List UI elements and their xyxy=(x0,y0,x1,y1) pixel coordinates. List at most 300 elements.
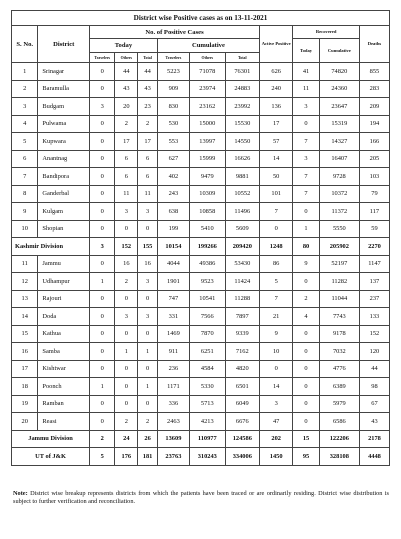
cumulative-others-cell: 49386 xyxy=(189,255,225,273)
cumulative-travelers-cell: 830 xyxy=(157,98,189,116)
cumulative-travelers-cell: 627 xyxy=(157,150,189,168)
today-travelers-cell: 0 xyxy=(90,413,115,431)
table-row xyxy=(12,98,390,116)
sno-header: S. No. xyxy=(12,26,38,63)
today-travelers-cell: 0 xyxy=(90,220,115,238)
district-cell: Kulgam xyxy=(38,203,90,221)
cumulative-others-cell: 10541 xyxy=(189,290,225,308)
today-others-cell: 0 xyxy=(115,290,138,308)
recovered-cumulative-cell: 74820 xyxy=(319,63,359,81)
active-positive-cell: 10 xyxy=(260,343,293,361)
active-positive-cell: 0 xyxy=(260,220,293,238)
positive-cases-header: No. of Positive Cases xyxy=(90,26,260,39)
active-positive-cell: 7 xyxy=(260,290,293,308)
table-row xyxy=(12,185,390,203)
cumulative-total-cell: 10552 xyxy=(225,185,259,203)
cumulative-travelers-cell: 336 xyxy=(157,395,189,413)
cumulative-travelers-cell: 638 xyxy=(157,203,189,221)
table-row xyxy=(12,290,390,308)
today-travelers-cell: 1 xyxy=(90,273,115,291)
district-cell: Samba xyxy=(38,343,90,361)
recovered-today-cell: 0 xyxy=(293,378,319,396)
today-others-cell: 3 xyxy=(115,308,138,326)
cumulative-travelers-cell: 909 xyxy=(157,80,189,98)
today-travelers-cell: 0 xyxy=(90,290,115,308)
sno-cell: 16 xyxy=(12,343,38,361)
cumulative-others-cell: 10309 xyxy=(189,185,225,203)
district-cell: Srinagar xyxy=(38,63,90,81)
sno-cell: 5 xyxy=(12,133,38,151)
today-others-cell: 0 xyxy=(115,360,138,378)
deaths-cell: 137 xyxy=(359,273,389,291)
district-cell: Bandipora xyxy=(38,168,90,186)
district-cell: Kishtwar xyxy=(38,360,90,378)
recovered-today-cell: 7 xyxy=(293,168,319,186)
cumulative-others-cell: 15000 xyxy=(189,115,225,133)
recovered-today-cell: 3 xyxy=(293,150,319,168)
cumulative-travelers-cell: 1469 xyxy=(157,325,189,343)
jammu-division-total-row-label: Jammu Division xyxy=(12,430,90,448)
today-total-cell: 17 xyxy=(138,133,158,151)
kashmir-division-total-row xyxy=(12,238,390,256)
recovered-cumulative-cell: 7032 xyxy=(319,343,359,361)
cumulative-others-cell: 9479 xyxy=(189,168,225,186)
deaths-cell: 44 xyxy=(359,360,389,378)
recovered-header: Recovered xyxy=(293,26,360,39)
sno-cell: 9 xyxy=(12,203,38,221)
deaths-cell: 103 xyxy=(359,168,389,186)
cumulative-others-header: Others xyxy=(189,53,225,63)
recovered-cumulative-header: Cumulative xyxy=(319,39,359,63)
deaths-cell: 67 xyxy=(359,395,389,413)
sno-cell: 6 xyxy=(12,150,38,168)
cumulative-travelers-header: Travelers xyxy=(157,53,189,63)
today-others-cell: 3 xyxy=(115,203,138,221)
recovered-cumulative-cell: 14327 xyxy=(319,133,359,151)
deaths-cell: 98 xyxy=(359,378,389,396)
recovered-cumulative-cell: 5550 xyxy=(319,220,359,238)
sno-cell: 8 xyxy=(12,185,38,203)
cumulative-total-cell: 11288 xyxy=(225,290,259,308)
sno-cell: 11 xyxy=(12,255,38,273)
cumulative-travelers-cell: 530 xyxy=(157,115,189,133)
today-total-cell: 23 xyxy=(138,98,158,116)
recovered-today-cell: 0 xyxy=(293,343,319,361)
recovered-cumulative-cell: 16407 xyxy=(319,150,359,168)
deaths-cell: 2178 xyxy=(359,430,389,448)
district-cell: Kupwara xyxy=(38,133,90,151)
recovered-today-cell: 7 xyxy=(293,185,319,203)
cumulative-others-cell: 7870 xyxy=(189,325,225,343)
cumulative-others-cell: 4213 xyxy=(189,413,225,431)
today-total-cell: 6 xyxy=(138,168,158,186)
jammu-division-total-row xyxy=(12,430,390,448)
table-row xyxy=(12,168,390,186)
recovered-cumulative-cell: 9178 xyxy=(319,325,359,343)
sno-cell: 1 xyxy=(12,63,38,81)
today-others-cell: 0 xyxy=(115,325,138,343)
recovered-today-cell: 0 xyxy=(293,273,319,291)
today-total-cell: 2 xyxy=(138,413,158,431)
active-positive-cell: 0 xyxy=(260,360,293,378)
today-travelers-cell: 0 xyxy=(90,325,115,343)
active-positive-cell: 1450 xyxy=(260,448,293,466)
deaths-cell: 166 xyxy=(359,133,389,151)
sno-cell: 13 xyxy=(12,290,38,308)
today-travelers-cell: 0 xyxy=(90,168,115,186)
recovered-today-cell: 7 xyxy=(293,133,319,151)
cumulative-total-cell: 11496 xyxy=(225,203,259,221)
recovered-today-cell: 95 xyxy=(293,448,319,466)
cumulative-others-cell: 310243 xyxy=(189,448,225,466)
today-total-cell: 6 xyxy=(138,150,158,168)
sno-cell: 18 xyxy=(12,378,38,396)
ut-total-row xyxy=(12,448,390,466)
today-total-cell: 3 xyxy=(138,308,158,326)
cumulative-total-cell: 334006 xyxy=(225,448,259,466)
today-travelers-cell: 5 xyxy=(90,448,115,466)
district-cell: Poonch xyxy=(38,378,90,396)
active-positive-cell: 50 xyxy=(260,168,293,186)
today-others-cell: 152 xyxy=(115,238,138,256)
active-positive-cell: 3 xyxy=(260,395,293,413)
active-positive-cell: 57 xyxy=(260,133,293,151)
today-others-cell: 16 xyxy=(115,255,138,273)
table-row xyxy=(12,255,390,273)
deaths-cell: 855 xyxy=(359,63,389,81)
recovered-today-cell: 3 xyxy=(293,98,319,116)
today-travelers-cell: 0 xyxy=(90,80,115,98)
recovered-today-cell: 80 xyxy=(293,238,319,256)
cumulative-others-cell: 5410 xyxy=(189,220,225,238)
cumulative-others-cell: 5713 xyxy=(189,395,225,413)
today-total-cell: 3 xyxy=(138,203,158,221)
cumulative-total-cell: 76301 xyxy=(225,63,259,81)
sno-cell: 20 xyxy=(12,413,38,431)
recovered-today-cell: 11 xyxy=(293,80,319,98)
today-total-cell: 0 xyxy=(138,360,158,378)
active-positive-cell: 21 xyxy=(260,308,293,326)
cumulative-travelers-cell: 236 xyxy=(157,360,189,378)
cumulative-travelers-cell: 199 xyxy=(157,220,189,238)
cumulative-total-cell: 7162 xyxy=(225,343,259,361)
today-total-header: Total xyxy=(138,53,158,63)
cumulative-total-cell: 124586 xyxy=(225,430,259,448)
cumulative-travelers-cell: 331 xyxy=(157,308,189,326)
deaths-cell: 209 xyxy=(359,98,389,116)
table-row xyxy=(12,80,390,98)
sno-cell: 4 xyxy=(12,115,38,133)
cumulative-others-cell: 199266 xyxy=(189,238,225,256)
deaths-cell: 117 xyxy=(359,203,389,221)
district-cell: Shopian xyxy=(38,220,90,238)
today-header: Today xyxy=(90,39,158,53)
cumulative-total-cell: 11424 xyxy=(225,273,259,291)
today-others-cell: 0 xyxy=(115,395,138,413)
table-row xyxy=(12,360,390,378)
active-positive-cell: 1248 xyxy=(260,238,293,256)
cumulative-others-cell: 7566 xyxy=(189,308,225,326)
cumulative-total-cell: 14550 xyxy=(225,133,259,151)
sno-cell: 12 xyxy=(12,273,38,291)
recovered-cumulative-cell: 4776 xyxy=(319,360,359,378)
deaths-cell: 133 xyxy=(359,308,389,326)
today-others-cell: 6 xyxy=(115,150,138,168)
cumulative-header: Cumulative xyxy=(157,39,259,53)
table-row xyxy=(12,395,390,413)
today-travelers-cell: 2 xyxy=(90,430,115,448)
cumulative-others-cell: 4584 xyxy=(189,360,225,378)
cumulative-others-cell: 13997 xyxy=(189,133,225,151)
cumulative-travelers-cell: 911 xyxy=(157,343,189,361)
deaths-cell: 237 xyxy=(359,290,389,308)
sno-cell: 2 xyxy=(12,80,38,98)
today-total-cell: 26 xyxy=(138,430,158,448)
positive-cases-table xyxy=(11,10,390,466)
sno-cell: 7 xyxy=(12,168,38,186)
cumulative-travelers-cell: 13609 xyxy=(157,430,189,448)
recovered-today-cell: 0 xyxy=(293,413,319,431)
sno-cell: 10 xyxy=(12,220,38,238)
cumulative-total-cell: 6501 xyxy=(225,378,259,396)
today-travelers-cell: 0 xyxy=(90,133,115,151)
today-travelers-cell: 0 xyxy=(90,185,115,203)
district-header: District xyxy=(38,26,90,63)
active-positive-cell: 101 xyxy=(260,185,293,203)
table-row xyxy=(12,115,390,133)
cumulative-total-cell: 9339 xyxy=(225,325,259,343)
today-total-cell: 0 xyxy=(138,325,158,343)
today-total-cell: 155 xyxy=(138,238,158,256)
today-total-cell: 11 xyxy=(138,185,158,203)
today-others-cell: 6 xyxy=(115,168,138,186)
sno-cell: 15 xyxy=(12,325,38,343)
today-travelers-cell: 0 xyxy=(90,395,115,413)
active-positive-cell: 17 xyxy=(260,115,293,133)
note-text: District wise breakup represents districts from which the patients have been traced or are ordinarily residing. District wise distribution is subject to further verification and reconciliation. xyxy=(13,490,389,506)
kashmir-division-total-row-label: Kashmir Division xyxy=(12,238,90,256)
today-travelers-cell: 0 xyxy=(90,255,115,273)
cumulative-travelers-cell: 23763 xyxy=(157,448,189,466)
recovered-today-cell: 2 xyxy=(293,290,319,308)
table-row xyxy=(12,325,390,343)
deaths-cell: 43 xyxy=(359,413,389,431)
today-total-cell: 0 xyxy=(138,395,158,413)
district-cell: Budgam xyxy=(38,98,90,116)
table-row xyxy=(12,378,390,396)
cumulative-total-cell: 16626 xyxy=(225,150,259,168)
today-total-cell: 0 xyxy=(138,220,158,238)
deaths-header: Deaths xyxy=(359,26,389,63)
cumulative-others-cell: 15999 xyxy=(189,150,225,168)
today-travelers-cell: 0 xyxy=(90,203,115,221)
cumulative-total-cell: 209420 xyxy=(225,238,259,256)
recovered-today-cell: 0 xyxy=(293,395,319,413)
recovered-today-cell: 9 xyxy=(293,255,319,273)
cumulative-travelers-cell: 10154 xyxy=(157,238,189,256)
cumulative-total-cell: 15530 xyxy=(225,115,259,133)
table-row xyxy=(12,133,390,151)
recovered-cumulative-cell: 9728 xyxy=(319,168,359,186)
today-others-cell: 24 xyxy=(115,430,138,448)
today-others-header: Others xyxy=(115,53,138,63)
recovered-cumulative-cell: 11282 xyxy=(319,273,359,291)
recovered-cumulative-cell: 6389 xyxy=(319,378,359,396)
active-positive-cell: 86 xyxy=(260,255,293,273)
today-travelers-cell: 3 xyxy=(90,238,115,256)
today-total-cell: 181 xyxy=(138,448,158,466)
today-others-cell: 0 xyxy=(115,220,138,238)
cumulative-travelers-cell: 4044 xyxy=(157,255,189,273)
cumulative-total-cell: 6676 xyxy=(225,413,259,431)
note xyxy=(13,490,389,506)
today-total-cell: 0 xyxy=(138,290,158,308)
active-positive-cell: 9 xyxy=(260,325,293,343)
sno-cell: 19 xyxy=(12,395,38,413)
cumulative-others-cell: 23162 xyxy=(189,98,225,116)
deaths-cell: 79 xyxy=(359,185,389,203)
sno-cell: 3 xyxy=(12,98,38,116)
cumulative-others-cell: 110977 xyxy=(189,430,225,448)
recovered-today-cell: 15 xyxy=(293,430,319,448)
cumulative-others-cell: 9523 xyxy=(189,273,225,291)
deaths-cell: 59 xyxy=(359,220,389,238)
recovered-cumulative-cell: 205902 xyxy=(319,238,359,256)
table-row xyxy=(12,343,390,361)
recovered-cumulative-cell: 7743 xyxy=(319,308,359,326)
note-label: Note: xyxy=(13,490,28,497)
cumulative-total-header: Total xyxy=(225,53,259,63)
today-others-cell: 1 xyxy=(115,343,138,361)
table-row xyxy=(12,150,390,168)
today-total-cell: 16 xyxy=(138,255,158,273)
district-cell: Pulwama xyxy=(38,115,90,133)
recovered-today-cell: 0 xyxy=(293,115,319,133)
today-travelers-cell: 0 xyxy=(90,63,115,81)
recovered-today-cell: 0 xyxy=(293,203,319,221)
table-row xyxy=(12,203,390,221)
deaths-cell: 120 xyxy=(359,343,389,361)
today-travelers-header: Travelers xyxy=(90,53,115,63)
cumulative-others-cell: 10858 xyxy=(189,203,225,221)
cumulative-travelers-cell: 5223 xyxy=(157,63,189,81)
recovered-cumulative-cell: 6586 xyxy=(319,413,359,431)
cumulative-travelers-cell: 747 xyxy=(157,290,189,308)
district-cell: Rajouri xyxy=(38,290,90,308)
today-others-cell: 20 xyxy=(115,98,138,116)
today-travelers-cell: 0 xyxy=(90,150,115,168)
cumulative-total-cell: 9881 xyxy=(225,168,259,186)
today-total-cell: 2 xyxy=(138,115,158,133)
active-positive-cell: 14 xyxy=(260,150,293,168)
today-total-cell: 1 xyxy=(138,343,158,361)
recovered-cumulative-cell: 328108 xyxy=(319,448,359,466)
today-total-cell: 1 xyxy=(138,378,158,396)
table-row xyxy=(12,63,390,81)
deaths-cell: 205 xyxy=(359,150,389,168)
cumulative-travelers-cell: 1901 xyxy=(157,273,189,291)
recovered-today-header: Today xyxy=(293,39,319,63)
today-travelers-cell: 0 xyxy=(90,360,115,378)
sno-cell: 17 xyxy=(12,360,38,378)
today-total-cell: 43 xyxy=(138,80,158,98)
recovered-today-cell: 1 xyxy=(293,220,319,238)
deaths-cell: 194 xyxy=(359,115,389,133)
cumulative-travelers-cell: 1171 xyxy=(157,378,189,396)
recovered-cumulative-cell: 10372 xyxy=(319,185,359,203)
active-header: Active Positive xyxy=(260,26,293,63)
district-cell: Ganderbal xyxy=(38,185,90,203)
deaths-cell: 2270 xyxy=(359,238,389,256)
cumulative-total-cell: 6049 xyxy=(225,395,259,413)
active-positive-cell: 136 xyxy=(260,98,293,116)
today-others-cell: 2 xyxy=(115,273,138,291)
table-row xyxy=(12,220,390,238)
recovered-cumulative-cell: 24360 xyxy=(319,80,359,98)
today-travelers-cell: 0 xyxy=(90,115,115,133)
table-row xyxy=(12,273,390,291)
district-cell: Jammu xyxy=(38,255,90,273)
cumulative-others-cell: 23974 xyxy=(189,80,225,98)
table-body xyxy=(12,11,390,466)
district-cell: Baramulla xyxy=(38,80,90,98)
today-others-cell: 2 xyxy=(115,115,138,133)
today-others-cell: 176 xyxy=(115,448,138,466)
cumulative-total-cell: 23992 xyxy=(225,98,259,116)
recovered-cumulative-cell: 5979 xyxy=(319,395,359,413)
cumulative-total-cell: 5609 xyxy=(225,220,259,238)
sno-cell: 14 xyxy=(12,308,38,326)
recovered-today-cell: 0 xyxy=(293,325,319,343)
recovered-today-cell: 41 xyxy=(293,63,319,81)
cumulative-travelers-cell: 553 xyxy=(157,133,189,151)
recovered-cumulative-cell: 122206 xyxy=(319,430,359,448)
today-others-cell: 11 xyxy=(115,185,138,203)
table-row xyxy=(12,308,390,326)
active-positive-cell: 202 xyxy=(260,430,293,448)
cumulative-total-cell: 4820 xyxy=(225,360,259,378)
cumulative-travelers-cell: 2463 xyxy=(157,413,189,431)
cumulative-others-cell: 71078 xyxy=(189,63,225,81)
deaths-cell: 283 xyxy=(359,80,389,98)
district-cell: Anantnag xyxy=(38,150,90,168)
table-row xyxy=(12,413,390,431)
today-others-cell: 44 xyxy=(115,63,138,81)
district-cell: Reasi xyxy=(38,413,90,431)
recovered-cumulative-cell: 15319 xyxy=(319,115,359,133)
today-total-cell: 3 xyxy=(138,273,158,291)
recovered-today-cell: 4 xyxy=(293,308,319,326)
district-cell: Doda xyxy=(38,308,90,326)
active-positive-cell: 7 xyxy=(260,203,293,221)
ut-total-row-label: UT of J&K xyxy=(12,448,90,466)
today-others-cell: 0 xyxy=(115,378,138,396)
today-travelers-cell: 1 xyxy=(90,378,115,396)
deaths-cell: 4448 xyxy=(359,448,389,466)
cumulative-others-cell: 6251 xyxy=(189,343,225,361)
today-travelers-cell: 0 xyxy=(90,308,115,326)
recovered-cumulative-cell: 11044 xyxy=(319,290,359,308)
cumulative-travelers-cell: 243 xyxy=(157,185,189,203)
cumulative-travelers-cell: 402 xyxy=(157,168,189,186)
cumulative-total-cell: 7897 xyxy=(225,308,259,326)
district-cell: Ramban xyxy=(38,395,90,413)
active-positive-cell: 47 xyxy=(260,413,293,431)
today-travelers-cell: 3 xyxy=(90,98,115,116)
district-cell: Udhampur xyxy=(38,273,90,291)
today-others-cell: 43 xyxy=(115,80,138,98)
today-travelers-cell: 0 xyxy=(90,343,115,361)
